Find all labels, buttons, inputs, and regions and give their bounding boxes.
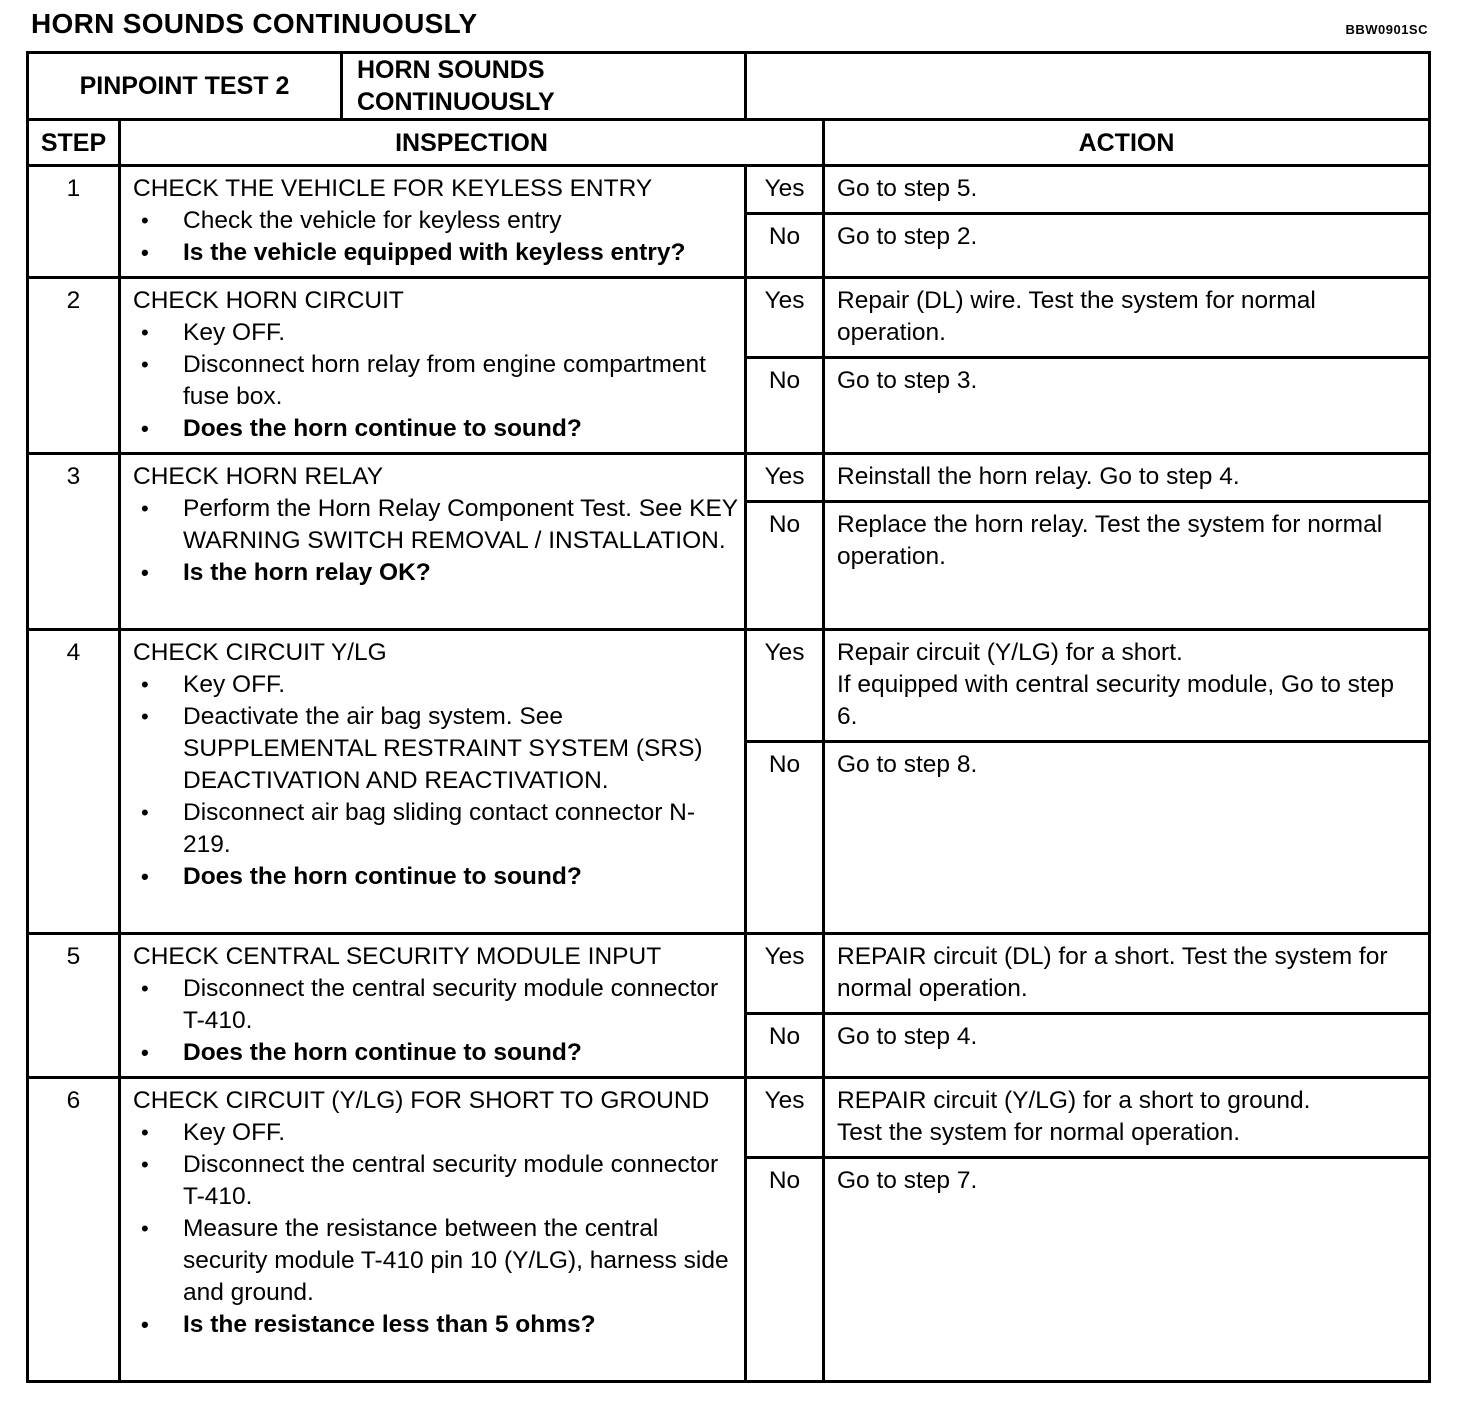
inspection-bullet: • Measure the resistance between the central security module T-410 pin 10 (Y/LG), harness side and ground. — [133, 1213, 738, 1309]
check-title: CHECK CIRCUIT Y/LG — [133, 639, 387, 666]
inspection-bullets — [133, 1117, 738, 1341]
yes-label: Yes — [746, 1078, 824, 1158]
action-line: Go to step 5. — [837, 175, 978, 202]
step-row — [28, 630, 1430, 742]
step-row — [28, 1078, 1430, 1158]
step-row — [28, 278, 1430, 358]
inspection-bullets — [133, 669, 738, 893]
step-header: STEP — [28, 120, 120, 166]
check-title: CHECK HORN CIRCUIT — [133, 287, 404, 314]
check-title: CHECK HORN RELAY — [133, 463, 384, 490]
inspection-bullet: • Perform the Horn Relay Component Test. See KEY WARNING SWITCH REMOVAL / INSTALLATION. — [133, 493, 738, 557]
action-line: Go to step 8. — [837, 751, 978, 778]
yes-action — [824, 454, 1430, 502]
check-title: CHECK CIRCUIT (Y/LG) FOR SHORT TO GROUND — [133, 1087, 710, 1114]
yes-label: Yes — [746, 630, 824, 742]
action-line: Test the system for normal operation. — [837, 1119, 1241, 1146]
action-line: Go to step 2. — [837, 223, 978, 250]
no-label: No — [746, 742, 824, 934]
yes-label: Yes — [746, 454, 824, 502]
no-action — [824, 742, 1430, 934]
inspection-question: • Does the horn continue to sound? — [133, 1037, 738, 1069]
no-action — [824, 502, 1430, 630]
action-line: REPAIR circuit (DL) for a short. Test the system for normal operation. — [837, 943, 1388, 1002]
step-row — [28, 166, 1430, 214]
action-line: Replace the horn relay. Test the system for normal operation. — [837, 511, 1383, 570]
inspection-bullet: • Key OFF. — [133, 317, 738, 349]
action-line: REPAIR circuit (Y/LG) for a short to ground. — [837, 1087, 1311, 1114]
yes-action — [824, 1078, 1430, 1158]
no-action — [824, 1158, 1430, 1382]
inspection-bullet: • Deactivate the air bag system. See SUPPLEMENTAL RESTRAINT SYSTEM (SRS) DEACTIVATION AND REACTIVATION. — [133, 701, 738, 797]
test-name: HORN SOUNDS CONTINUOUSLY — [357, 56, 555, 116]
step-row — [28, 934, 1430, 1014]
inspection-question: • Does the horn continue to sound? — [133, 861, 738, 893]
action-line: Go to step 4. — [837, 1023, 978, 1050]
action-line: Go to step 7. — [837, 1167, 978, 1194]
yes-action — [824, 934, 1430, 1014]
yes-label: Yes — [746, 278, 824, 358]
no-label: No — [746, 358, 824, 454]
inspection-bullet: • Key OFF. — [133, 669, 738, 701]
action-line: Reinstall the horn relay. Go to step 4. — [837, 463, 1240, 490]
no-label: No — [746, 214, 824, 278]
inspection-bullet: • Disconnect air bag sliding contact connector N-219. — [133, 797, 738, 861]
yes-action — [824, 278, 1430, 358]
step-number: 4 — [28, 630, 120, 934]
no-action — [824, 214, 1430, 278]
yes-label: Yes — [746, 934, 824, 1014]
step-number: 1 — [28, 166, 120, 278]
yes-label: Yes — [746, 166, 824, 214]
action-line: Go to step 3. — [837, 367, 978, 394]
step-inspection — [120, 934, 746, 1078]
inspection-bullet: • Key OFF. — [133, 1117, 738, 1149]
pinpoint-test-table — [26, 51, 1431, 1383]
check-title: CHECK THE VEHICLE FOR KEYLESS ENTRY — [133, 175, 653, 202]
step-inspection — [120, 454, 746, 630]
step-inspection — [120, 166, 746, 278]
inspection-bullets — [133, 317, 738, 445]
inspection-question: • Is the horn relay OK? — [133, 557, 738, 589]
action-line: Repair (DL) wire. Test the system for normal operation. — [837, 287, 1316, 346]
inspection-header: INSPECTION — [120, 120, 824, 166]
reference-code: BBW0901SC — [1345, 22, 1428, 37]
step-number: 3 — [28, 454, 120, 630]
header-row — [28, 120, 1430, 166]
inspection-bullets — [133, 205, 738, 269]
inspection-bullets — [133, 493, 738, 589]
inspection-bullet: • Disconnect horn relay from engine compartment fuse box. — [133, 349, 738, 413]
inspection-question: • Is the vehicle equipped with keyless entry? — [133, 237, 738, 269]
inspection-bullet: • Disconnect the central security module connector T-410. — [133, 1149, 738, 1213]
no-label: No — [746, 1158, 824, 1382]
step-row — [28, 454, 1430, 502]
step-number: 6 — [28, 1078, 120, 1382]
test-label: PINPOINT TEST 2 — [29, 54, 342, 118]
no-label: No — [746, 1014, 824, 1078]
inspection-bullet: • Check the vehicle for keyless entry — [133, 205, 738, 237]
step-number: 2 — [28, 278, 120, 454]
action-header: ACTION — [824, 120, 1430, 166]
step-inspection — [120, 1078, 746, 1382]
yes-action — [824, 166, 1430, 214]
page-title: HORN SOUNDS CONTINUOUSLY — [31, 8, 478, 39]
no-label: No — [746, 502, 824, 630]
no-action — [824, 358, 1430, 454]
yes-action — [824, 630, 1430, 742]
inspection-question: • Does the horn continue to sound? — [133, 413, 738, 445]
step-number: 5 — [28, 934, 120, 1078]
action-line: Repair circuit (Y/LG) for a short. — [837, 639, 1183, 666]
check-title: CHECK CENTRAL SECURITY MODULE INPUT — [133, 943, 662, 970]
no-action — [824, 1014, 1430, 1078]
inspection-question: • Is the resistance less than 5 ohms? — [133, 1309, 738, 1341]
step-inspection — [120, 630, 746, 934]
step-inspection — [120, 278, 746, 454]
action-line: If equipped with central security module, Go to step 6. — [837, 671, 1394, 730]
inspection-bullets — [133, 973, 738, 1069]
test-banner-row — [28, 53, 1430, 120]
inspection-bullet: • Disconnect the central security module connector T-410. — [133, 973, 738, 1037]
